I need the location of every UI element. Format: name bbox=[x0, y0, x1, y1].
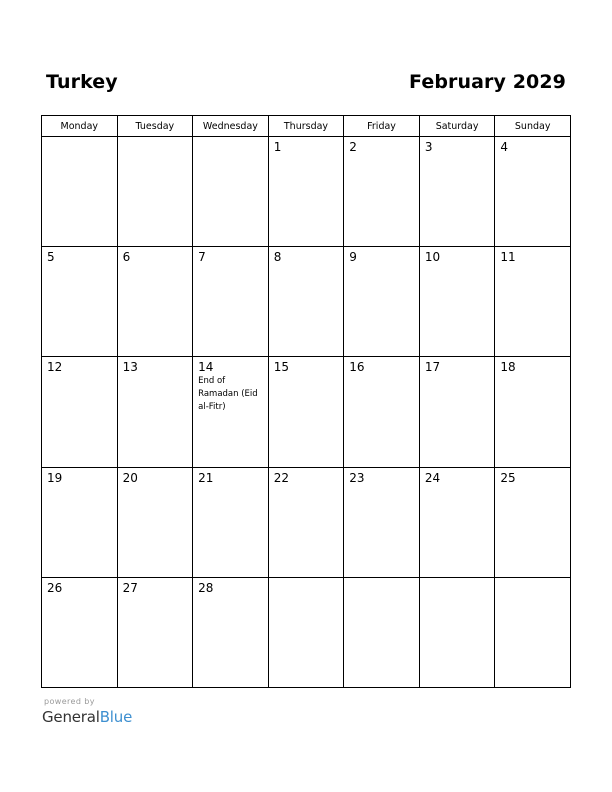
day-number: 25 bbox=[500, 470, 516, 485]
day-cell bbox=[419, 467, 495, 577]
day-number: 17 bbox=[424, 360, 441, 375]
day-number: 10 bbox=[424, 250, 441, 265]
day-cell bbox=[42, 577, 118, 687]
day-number: 3 bbox=[424, 140, 433, 154]
day-cell bbox=[42, 357, 118, 467]
day-number: 4 bbox=[500, 140, 509, 154]
weekday-monday: Monday bbox=[42, 116, 118, 137]
weekday-saturday: Saturday bbox=[419, 116, 495, 137]
day-number: 13 bbox=[122, 360, 138, 375]
day-number: 6 bbox=[122, 250, 131, 265]
day-cell bbox=[344, 577, 420, 687]
day-number: 18 bbox=[500, 360, 516, 375]
week-row bbox=[42, 357, 571, 467]
week-row bbox=[42, 467, 571, 577]
powered-by-text: powered by bbox=[44, 697, 95, 706]
day-cell bbox=[344, 137, 420, 247]
week-row bbox=[42, 577, 571, 687]
weekday-wednesday: Wednesday bbox=[193, 116, 269, 137]
day-number: 26 bbox=[47, 580, 63, 595]
day-number: 9 bbox=[349, 250, 357, 265]
day-cell bbox=[268, 577, 344, 687]
day-number: 2 bbox=[349, 140, 357, 154]
day-number: 1 bbox=[273, 140, 282, 154]
day-cell bbox=[193, 577, 269, 687]
day-number: 5 bbox=[47, 250, 55, 265]
country-title: Turkey bbox=[46, 71, 118, 93]
day-cell bbox=[495, 247, 571, 357]
day-cell bbox=[495, 577, 571, 687]
day-number: 15 bbox=[273, 360, 289, 375]
day-cell bbox=[117, 247, 193, 357]
day-number: 11 bbox=[500, 250, 516, 265]
day-cell bbox=[193, 247, 269, 357]
brand-general-text: General bbox=[42, 708, 100, 726]
day-number: 21 bbox=[198, 470, 214, 485]
day-number: 27 bbox=[122, 580, 138, 595]
day-cell bbox=[419, 357, 495, 467]
day-cell bbox=[495, 357, 571, 467]
day-cell bbox=[268, 137, 344, 247]
day-number: 8 bbox=[273, 250, 282, 265]
day-cell bbox=[268, 357, 344, 467]
day-cell bbox=[117, 577, 193, 687]
weekday-header-row bbox=[42, 116, 571, 137]
brand-blue-text: Blue bbox=[99, 708, 133, 726]
week-row bbox=[42, 247, 571, 357]
weekday-tuesday: Tuesday bbox=[117, 116, 193, 137]
day-number: 28 bbox=[198, 580, 214, 595]
day-cell bbox=[344, 467, 420, 577]
day-cell bbox=[42, 137, 118, 247]
generalblue-logo bbox=[42, 708, 132, 726]
day-cell bbox=[193, 357, 269, 467]
day-cell bbox=[268, 467, 344, 577]
weekday-thursday: Thursday bbox=[268, 116, 344, 137]
day-cell bbox=[419, 577, 495, 687]
day-cell bbox=[117, 357, 193, 467]
day-number: 20 bbox=[122, 470, 138, 485]
day-number: 12 bbox=[47, 360, 63, 375]
day-number: 19 bbox=[47, 470, 63, 485]
day-number: 24 bbox=[424, 470, 441, 485]
month-year-title: February 2029 bbox=[409, 71, 566, 93]
day-cell bbox=[193, 137, 269, 247]
calendar-grid bbox=[41, 115, 571, 688]
day-number: 22 bbox=[273, 470, 289, 485]
weekday-friday: Friday bbox=[344, 116, 420, 137]
day-cell bbox=[419, 247, 495, 357]
day-number: 7 bbox=[198, 250, 206, 265]
day-cell bbox=[344, 247, 420, 357]
day-cell bbox=[193, 467, 269, 577]
day-cell bbox=[42, 467, 118, 577]
day-cell bbox=[344, 357, 420, 467]
holiday-label: End of Ramadan (Eid al-Fitr) bbox=[198, 376, 258, 413]
day-number: 23 bbox=[349, 470, 365, 485]
day-number: 16 bbox=[349, 360, 365, 375]
day-cell bbox=[268, 247, 344, 357]
week-row bbox=[42, 137, 571, 247]
day-cell bbox=[42, 247, 118, 357]
weekday-sunday: Sunday bbox=[495, 116, 571, 137]
day-cell bbox=[419, 137, 495, 247]
day-cell bbox=[495, 467, 571, 577]
day-number: 14 bbox=[198, 360, 214, 375]
day-cell bbox=[495, 137, 571, 247]
day-cell bbox=[117, 467, 193, 577]
day-cell bbox=[117, 137, 193, 247]
